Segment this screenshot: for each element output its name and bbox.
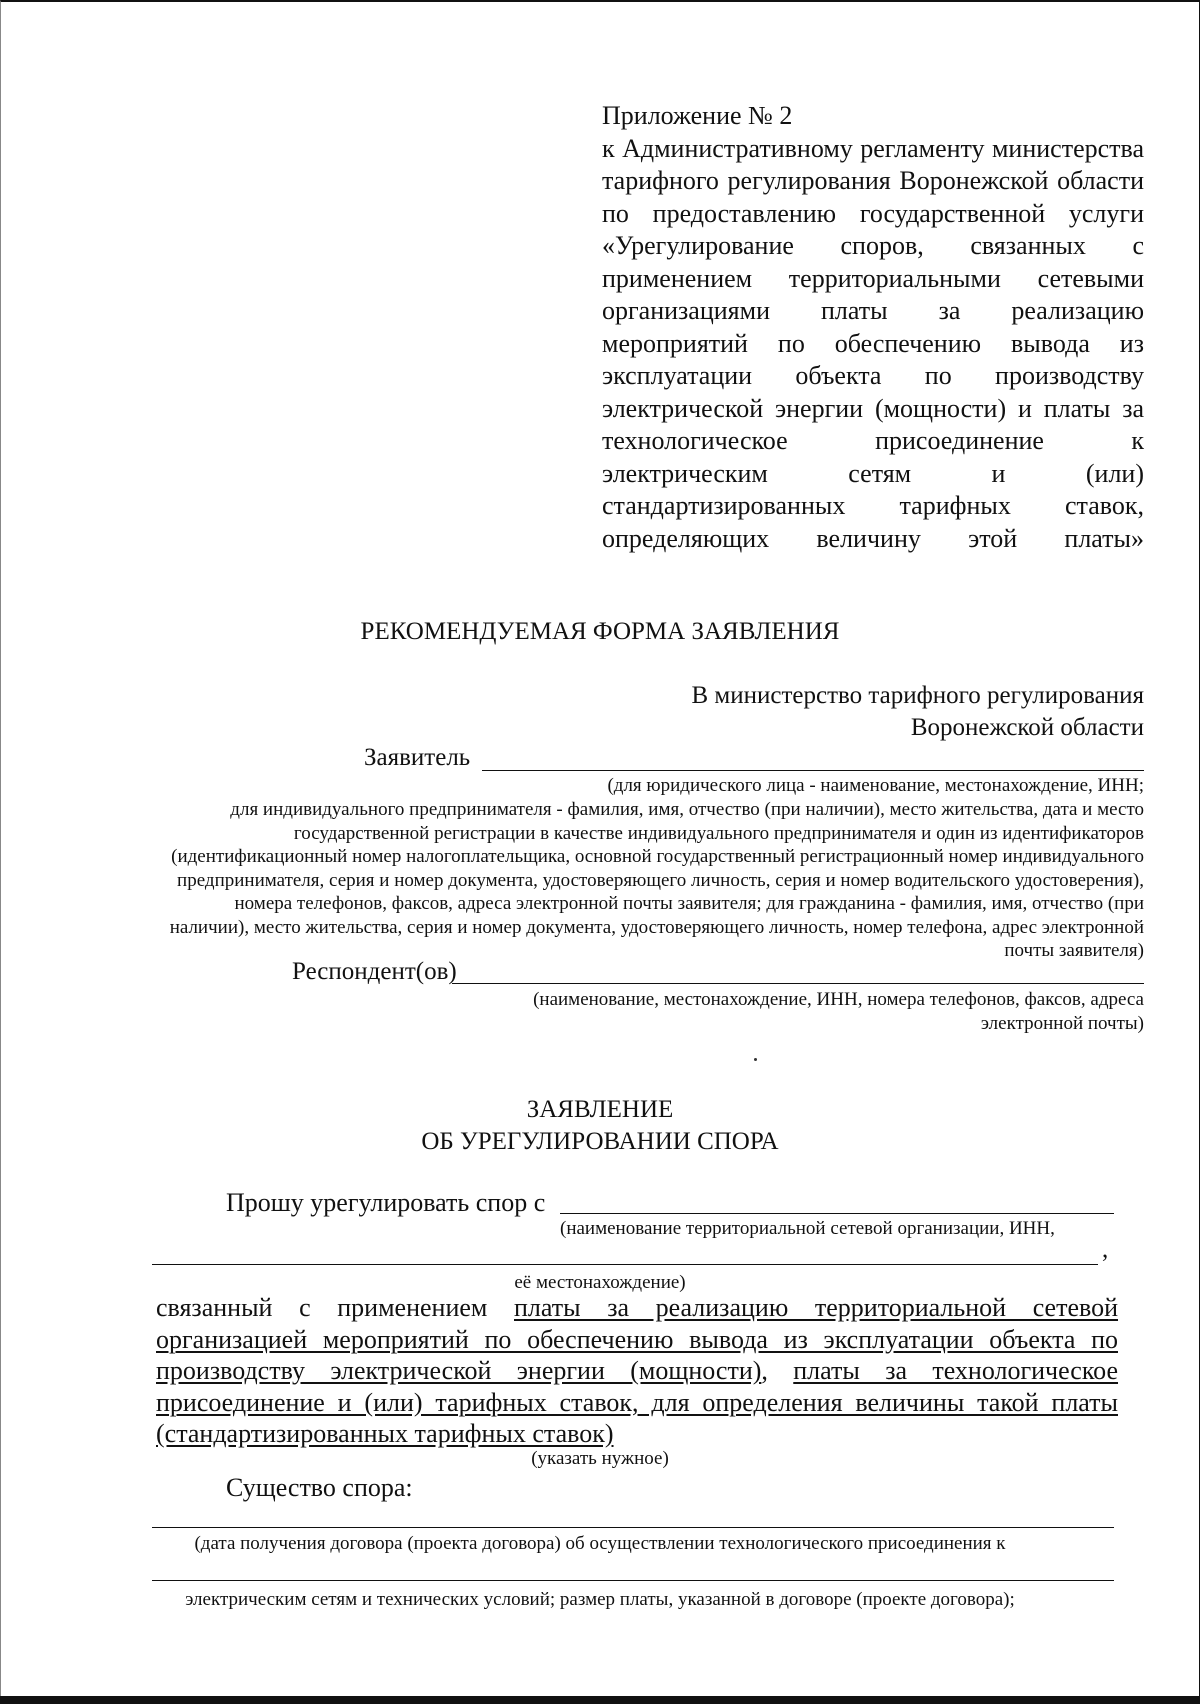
annex-title: Приложение № 2 (602, 101, 793, 130)
respondent-label: Респондент(ов) (292, 958, 457, 985)
addressee-line-1: В министерство тарифного регулирования (691, 682, 1144, 709)
scan-speck (754, 1058, 757, 1061)
addressee-line-2: Воронежской области (910, 714, 1144, 741)
scan-bottom-edge (0, 1696, 1200, 1704)
essence-label: Существо спора: (226, 1473, 413, 1502)
essence-note-2: электрическим сетям и технических условий; размер платы, указанной в договоре (проекте договора); (185, 1589, 1015, 1610)
addressee (584, 680, 1144, 744)
request-label: Прошу урегулировать спор с (226, 1188, 546, 1217)
request-note: (наименование территориальной сетевой организации, ИНН, (560, 1218, 1055, 1239)
request-fill-line[interactable] (560, 1213, 1114, 1214)
applicant-note: для индивидуального предпринимателя - фамилия, имя, отчество (при наличии), место жительства, дата и место государственной регистрации в качестве индивидуального предпринимателя и один из идентификаторов (идентификационный номер налогоплательщика, основной государственный регистрационный номер индивидуального предпринимателя, серия и номер документа, удостоверяющего личность, серия и номер водительского удостоверения), номера телефонов, факсов, адреса электронной почты заявителя; для гражданина - фамилия, имя, отчество (при наличии), место жительства, серия и номер документа, удостоверяющего личность, номер телефона, адрес электронной почты заявителя) (169, 799, 1144, 961)
dispute-prefix: связанный с применением (156, 1293, 514, 1322)
essence-note-1: (дата получения договора (проекта договора) об осуществлении технологического присоединения к (194, 1533, 1006, 1554)
application-title-line-1: ЗАЯВЛЕНИЕ (526, 1096, 674, 1123)
dispute-paragraph (156, 1292, 1118, 1450)
choose-note: (указать нужное) (531, 1448, 669, 1469)
form-heading: РЕКОМЕНДУЕМАЯ ФОРМА ЗАЯВЛЕНИЯ (360, 618, 840, 645)
annex-body: к Административному регламенту министерства тарифного регулирования Воронежской области по предоставлению государственной услуги «Урегулирование споров, связанных с применением территориальными сетевыми организациями платы за реализацию мероприятий по обеспечению вывода из эксплуатации объекта по производству электрической энергии (мощности) и платы за технологическое присоединение к электрическим сетям и (или) стандартизированных тарифных ставок, определяющих величину этой платы» (602, 133, 1144, 553)
respondent-note: (наименование, местонахождение, ИНН, номера телефонов, факсов, адреса электронной почты) (533, 989, 1144, 1034)
dispute-separator: , (761, 1356, 794, 1385)
applicant-label: Заявитель (364, 744, 471, 771)
request-comma: , (1102, 1236, 1109, 1263)
dispute-option-connection[interactable]: платы за технологическое присоединение и (или) тарифных ставок, для определения величины такой платы (стандартизированных тарифных ставок) (156, 1356, 1119, 1448)
respondent-fill-line[interactable] (452, 983, 1144, 984)
request-fill-line-2[interactable] (152, 1264, 1098, 1265)
applicant-fill-line[interactable] (482, 770, 1144, 771)
location-note: её местонахождение) (514, 1272, 686, 1293)
essence-fill-line-1[interactable] (152, 1527, 1114, 1528)
essence-fill-line-2[interactable] (152, 1580, 1114, 1581)
applicant-note-first-line: (для юридического лица - наименование, местонахождение, ИНН; (607, 775, 1144, 796)
annex-block (602, 100, 1144, 555)
application-title-line-2: ОБ УРЕГУЛИРОВАНИИ СПОРА (421, 1128, 779, 1155)
dispute-option-withdrawal[interactable]: платы за реализацию территориальной сетевой организацией мероприятий по обеспечению вывода из эксплуатации объекта по производству электрической энергии (мощности) (156, 1293, 1119, 1385)
application-title (0, 1094, 1200, 1158)
